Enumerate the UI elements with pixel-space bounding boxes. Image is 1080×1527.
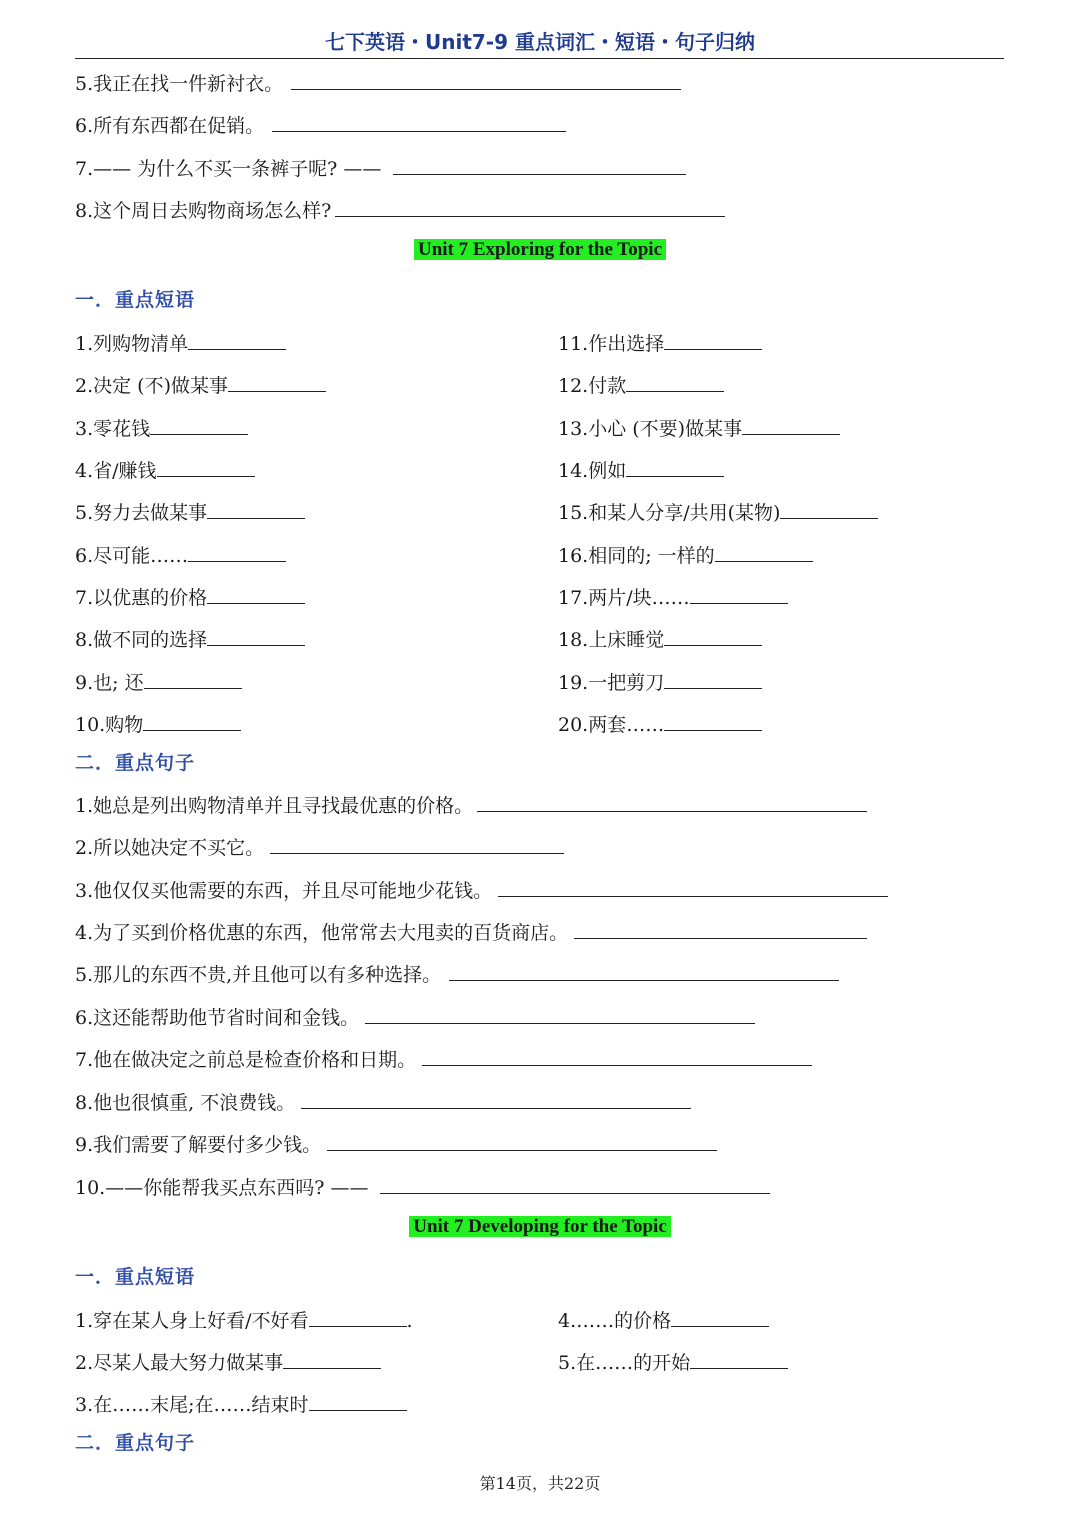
answer-blank[interactable] bbox=[309, 1307, 407, 1327]
answer-blank[interactable] bbox=[664, 330, 762, 350]
phrase-text: 19.一把剪刀 bbox=[558, 672, 665, 694]
phrase-text: 13.小心 (不要)做某事 bbox=[558, 418, 743, 440]
phrase-text: 5.在……的开始 bbox=[558, 1352, 691, 1374]
section-heading-phrases: 一．重点短语 bbox=[75, 1266, 196, 1288]
phrase-item-4 bbox=[75, 457, 255, 484]
phrase-text: 6.尽可能…… bbox=[75, 545, 189, 567]
dev-phrase-item-3 bbox=[75, 1391, 407, 1418]
sentence-item-3 bbox=[75, 877, 888, 904]
phrase-text: 3.在……末尾;在……结束时 bbox=[75, 1394, 309, 1416]
unit-title-text: Unit 7 Exploring for the Topic bbox=[414, 239, 666, 260]
phrase-item-11 bbox=[558, 330, 762, 357]
answer-blank[interactable] bbox=[143, 711, 241, 731]
section-heading-sentences: 二．重点句子 bbox=[75, 1432, 196, 1454]
phrase-text: 11.作出选择 bbox=[558, 333, 665, 355]
phrase-text: 2.决定 (不)做某事 bbox=[75, 375, 228, 397]
sentence-text: 10.——你能帮我买点东西吗? —— bbox=[75, 1177, 369, 1199]
answer-blank[interactable] bbox=[188, 542, 286, 562]
sentence-text: 6.这还能帮助他节省时间和金钱。 bbox=[75, 1007, 360, 1029]
answer-blank[interactable] bbox=[664, 669, 762, 689]
phrase-text: 1.穿在某人身上好看/不好看 bbox=[75, 1310, 309, 1332]
answer-blank[interactable] bbox=[626, 457, 724, 477]
sentence-text: 4.为了买到价格优惠的东西，他常常去大甩卖的百货商店。 bbox=[75, 922, 569, 944]
answer-blank[interactable] bbox=[690, 584, 788, 604]
phrase-item-12 bbox=[558, 372, 724, 399]
phrase-text: 3.零花钱 bbox=[75, 418, 151, 440]
sentence-text: 9.我们需要了解要付多少钱。 bbox=[75, 1134, 322, 1156]
answer-blank[interactable] bbox=[477, 792, 867, 812]
answer-blank[interactable] bbox=[715, 542, 813, 562]
phrase-text: 12.付款 bbox=[558, 375, 627, 397]
unit-title-developing bbox=[0, 1214, 1080, 1240]
answer-blank[interactable] bbox=[228, 372, 326, 392]
answer-blank[interactable] bbox=[393, 155, 686, 175]
answer-blank[interactable] bbox=[365, 1004, 755, 1024]
sentence-text: 5.那儿的东西不贵,并且他可以有多种选择。 bbox=[75, 964, 442, 986]
phrase-item-10 bbox=[75, 711, 241, 738]
phrase-item-19 bbox=[558, 669, 762, 696]
phrase-text: 5.努力去做某事 bbox=[75, 502, 208, 524]
phrase-item-8 bbox=[75, 626, 305, 653]
phrase-item-1 bbox=[75, 330, 286, 357]
answer-blank[interactable] bbox=[626, 372, 724, 392]
top-sentence-7 bbox=[75, 155, 686, 182]
answer-blank[interactable] bbox=[150, 415, 248, 435]
answer-blank[interactable] bbox=[780, 499, 878, 519]
sentence-text: 8.这个周日去购物商场怎么样? bbox=[75, 200, 332, 222]
answer-blank[interactable] bbox=[157, 457, 255, 477]
phrase-item-9 bbox=[75, 669, 242, 696]
answer-blank[interactable] bbox=[207, 584, 305, 604]
answer-blank[interactable] bbox=[270, 834, 564, 854]
sentence-text: 1.她总是列出购物清单并且寻找最优惠的价格。 bbox=[75, 795, 474, 817]
phrase-item-18 bbox=[558, 626, 762, 653]
answer-blank[interactable] bbox=[335, 197, 725, 217]
phrase-item-17 bbox=[558, 584, 788, 611]
sentence-text: 7.—— 为什么不买一条裤子呢? —— bbox=[75, 158, 382, 180]
sentence-item-4 bbox=[75, 919, 867, 946]
answer-blank[interactable] bbox=[664, 626, 762, 646]
phrase-text: 14.例如 bbox=[558, 460, 627, 482]
phrase-text: 2.尽某人最大努力做某事 bbox=[75, 1352, 284, 1374]
top-sentence-8 bbox=[75, 197, 725, 224]
phrase-text: 18.上床睡觉 bbox=[558, 629, 665, 651]
phrase-item-3 bbox=[75, 415, 248, 442]
page-number: 第14页，共22页 bbox=[479, 1474, 601, 1493]
answer-blank[interactable] bbox=[188, 330, 286, 350]
answer-blank[interactable] bbox=[690, 1349, 788, 1369]
phrase-item-7 bbox=[75, 584, 305, 611]
sentence-text: 2.所以她决定不买它。 bbox=[75, 837, 265, 859]
unit-title-text: Unit 7 Developing for the Topic bbox=[409, 1216, 671, 1237]
section-heading-sentences: 二．重点句子 bbox=[75, 752, 196, 774]
answer-blank[interactable] bbox=[272, 112, 566, 132]
sentence-text: 5.我正在找一件新衬衣。 bbox=[75, 73, 284, 95]
phrase-text: 9.也; 还 bbox=[75, 672, 144, 694]
phrase-text: 1.列购物清单 bbox=[75, 333, 189, 355]
dev-phrase-item-1 bbox=[75, 1307, 413, 1334]
answer-blank[interactable] bbox=[742, 415, 840, 435]
phrase-item-15 bbox=[558, 499, 878, 526]
phrase-item-14 bbox=[558, 457, 724, 484]
sentence-item-9 bbox=[75, 1131, 717, 1158]
answer-blank[interactable] bbox=[327, 1131, 717, 1151]
answer-blank[interactable] bbox=[664, 711, 762, 731]
phrase-suffix: . bbox=[406, 1310, 413, 1332]
phrase-text: 15.和某人分享/共用(某物) bbox=[558, 502, 781, 524]
sentence-item-7 bbox=[75, 1046, 812, 1073]
phrase-item-20 bbox=[558, 711, 762, 738]
answer-blank[interactable] bbox=[498, 877, 888, 897]
phrase-text: 17.两片/块…… bbox=[558, 587, 690, 609]
phrase-text: 8.做不同的选择 bbox=[75, 629, 208, 651]
top-sentence-5 bbox=[75, 70, 681, 97]
answer-blank[interactable] bbox=[144, 669, 242, 689]
section-heading-phrases: 一．重点短语 bbox=[75, 289, 196, 311]
sentence-text: 3.他仅仅买他需要的东西，并且尽可能地少花钱。 bbox=[75, 880, 493, 902]
sentence-text: 6.所有东西都在促销。 bbox=[75, 115, 265, 137]
answer-blank[interactable] bbox=[207, 499, 305, 519]
phrase-text: 16.相同的; 一样的 bbox=[558, 545, 715, 567]
answer-blank[interactable] bbox=[380, 1174, 770, 1194]
top-sentence-6 bbox=[75, 112, 566, 139]
phrase-text: 4.……的价格 bbox=[558, 1310, 672, 1332]
answer-blank[interactable] bbox=[207, 626, 305, 646]
answer-blank[interactable] bbox=[422, 1046, 812, 1066]
header-divider bbox=[75, 58, 1004, 59]
answer-blank[interactable] bbox=[671, 1307, 769, 1327]
phrase-text: 4.省/赚钱 bbox=[75, 460, 157, 482]
dev-phrase-item-5 bbox=[558, 1349, 788, 1376]
answer-blank[interactable] bbox=[309, 1391, 407, 1411]
page-header-title: 七下英语・Unit7-9 重点词汇・短语・句子归纳 bbox=[325, 30, 755, 54]
phrase-text: 7.以优惠的价格 bbox=[75, 587, 208, 609]
phrase-text: 10.购物 bbox=[75, 714, 144, 736]
phrase-item-13 bbox=[558, 415, 840, 442]
answer-blank[interactable] bbox=[574, 919, 867, 939]
sentence-text: 8.他也很慎重, 不浪费钱。 bbox=[75, 1092, 296, 1114]
sentence-item-6 bbox=[75, 1004, 755, 1031]
sentence-item-8 bbox=[75, 1089, 691, 1116]
dev-phrase-item-4 bbox=[558, 1307, 769, 1334]
unit-title-exploring bbox=[0, 237, 1080, 263]
phrase-item-5 bbox=[75, 499, 305, 526]
answer-blank[interactable] bbox=[291, 70, 681, 90]
phrase-item-6 bbox=[75, 542, 286, 569]
answer-blank[interactable] bbox=[449, 961, 839, 981]
phrase-item-2 bbox=[75, 372, 326, 399]
answer-blank[interactable] bbox=[301, 1089, 691, 1109]
sentence-item-5 bbox=[75, 961, 839, 988]
phrase-item-16 bbox=[558, 542, 813, 569]
phrase-text: 20.两套…… bbox=[558, 714, 665, 736]
sentence-item-1 bbox=[75, 792, 867, 819]
dev-phrase-item-2 bbox=[75, 1349, 381, 1376]
answer-blank[interactable] bbox=[283, 1349, 381, 1369]
sentence-item-2 bbox=[75, 834, 564, 861]
sentence-item-10 bbox=[75, 1174, 770, 1201]
sentence-text: 7.他在做决定之前总是检查价格和日期。 bbox=[75, 1049, 417, 1071]
